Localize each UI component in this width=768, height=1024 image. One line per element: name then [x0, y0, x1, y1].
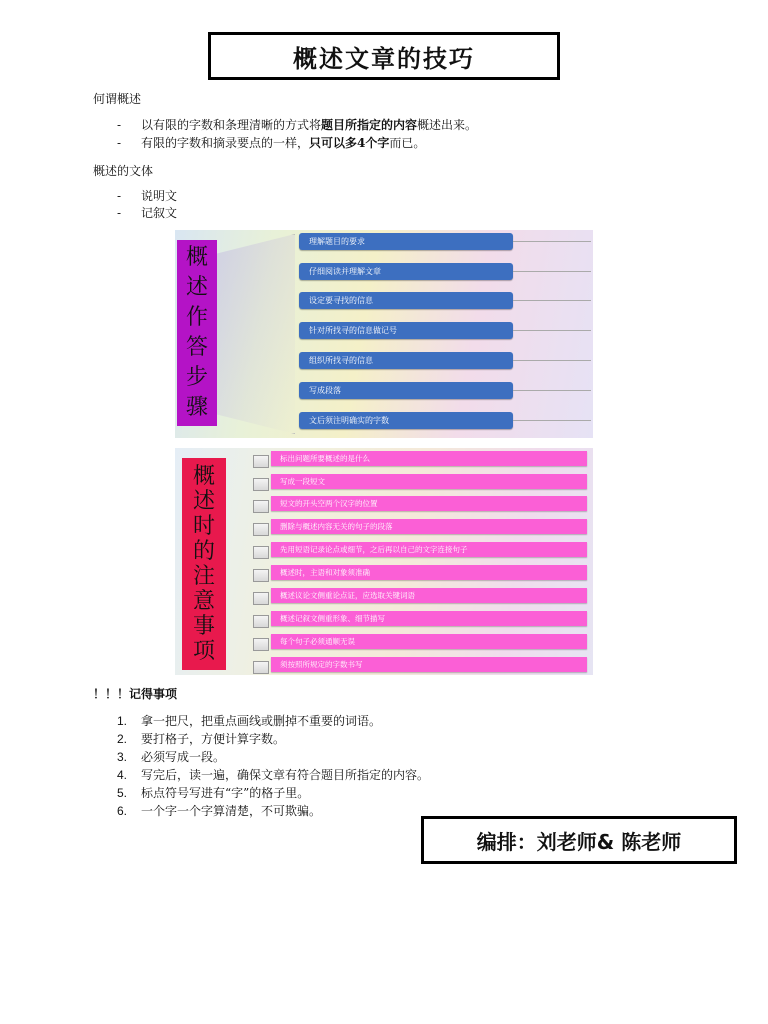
bullet-text: 记叙文: [141, 206, 178, 220]
bullet-definition-1: [117, 116, 477, 133]
step-tab: [253, 500, 269, 513]
list-text: 标点符号写进有“字”的格子里。: [141, 786, 310, 800]
notes-step: 标出问题所要概述的是什么: [271, 451, 587, 466]
step-line: [513, 271, 591, 272]
list-item: [117, 802, 429, 820]
title-char: 意: [192, 589, 215, 614]
list-number: 5.: [117, 786, 128, 800]
notes-step: 写成一段短文: [271, 474, 587, 489]
step-line: [513, 360, 591, 361]
section-heading-genre: 概述的文体: [93, 164, 154, 178]
title-char: 作: [185, 305, 208, 330]
bullet-bold-text: 题目所指定的内容: [321, 118, 418, 132]
bullet-genre-1: [117, 187, 177, 204]
section-heading-definition: 何谓概述: [93, 92, 142, 106]
list-item: [117, 784, 429, 802]
summary-notes-diagram: [175, 448, 593, 675]
list-number: 6.: [117, 804, 128, 818]
step-tab: [253, 592, 269, 605]
list-number: 3.: [117, 750, 128, 764]
step-tab: [253, 478, 269, 491]
bullet-text: 而已。: [389, 136, 426, 150]
reminders-heading: ！！！记得事项: [93, 687, 178, 701]
bullet-text: 说明文: [141, 189, 178, 203]
answer-steps-title: [177, 240, 217, 426]
title-char: 概: [192, 464, 215, 489]
bullet-dash: -: [117, 189, 122, 203]
notes-step: 先用短语记录论点或细节，之后再以自己的文字连接句子: [271, 542, 587, 557]
step-tab: [253, 523, 269, 536]
answer-step: 文后须注明确实的字数: [299, 412, 513, 429]
title-char: 述: [192, 489, 215, 514]
bullet-text: 以有限的字数和条理清晰的方式将: [141, 118, 322, 132]
list-number: 4.: [117, 768, 128, 782]
step-line: [513, 420, 591, 421]
list-text: 写完后，读一遍，确保文章有符合题目所指定的内容。: [141, 768, 430, 782]
list-item: [117, 766, 429, 784]
reminders-list: [117, 712, 429, 820]
title-char: 步: [185, 365, 208, 390]
summary-notes-title: [182, 458, 226, 670]
list-text: 要打格子，方便计算字数。: [141, 732, 286, 746]
step-tab: [253, 615, 269, 628]
step-tab: [253, 661, 269, 674]
step-tab: [253, 455, 269, 468]
title-char: 述: [185, 275, 208, 300]
title-char: 答: [185, 335, 208, 360]
title-char: 注: [192, 564, 215, 589]
step-line: [513, 390, 591, 391]
answer-step: 针对所找寻的信息做记号: [299, 322, 513, 339]
bullet-text: 概述出来。: [417, 118, 478, 132]
list-number: 1.: [117, 714, 128, 728]
answer-steps-diagram: [175, 230, 593, 438]
step-tab: [253, 569, 269, 582]
step-tab: [253, 546, 269, 559]
bullet-text: 有限的字数和摘录要点的一样，: [141, 136, 310, 150]
list-text: 一个字一个字算清楚，不可欺骗。: [141, 804, 322, 818]
notes-step: 须按照所规定的字数书写: [271, 657, 587, 672]
bullet-dash: -: [117, 136, 122, 150]
answer-step: 设定要寻找的信息: [299, 292, 513, 309]
notes-step: 概述时，主语和对象须准确: [271, 565, 587, 580]
step-tab: [253, 638, 269, 651]
list-item: [117, 730, 429, 748]
bullet-definition-2: [117, 134, 425, 151]
list-text: 必须写成一段。: [141, 750, 226, 764]
editor-credit: 编排：刘老师& 陈老师: [421, 816, 737, 864]
notes-step: 删除与概述内容无关的句子的段落: [271, 519, 587, 534]
title-char: 项: [192, 639, 215, 664]
list-item: [117, 712, 429, 730]
bullet-genre-2: [117, 204, 177, 221]
step-line: [513, 241, 591, 242]
diagram-bracket: [215, 234, 295, 434]
step-line: [513, 330, 591, 331]
page-title: 概述文章的技巧: [208, 32, 560, 80]
notes-step: 概述议论文侧重论点证，应选取关键词语: [271, 588, 587, 603]
list-item: [117, 748, 429, 766]
list-number: 2.: [117, 732, 128, 746]
title-char: 的: [192, 539, 215, 564]
notes-step: 概述记叙文侧重形象、细节描写: [271, 611, 587, 626]
title-char: 概: [185, 245, 208, 270]
list-text: 拿一把尺，把重点画线或删掉不重要的词语。: [141, 714, 382, 728]
title-char: 骤: [185, 395, 208, 420]
step-line: [513, 300, 591, 301]
bullet-dash: -: [117, 206, 122, 220]
answer-step: 仔细阅读并理解文章: [299, 263, 513, 280]
answer-step: 理解题目的要求: [299, 233, 513, 250]
notes-step: 每个句子必须通顺无误: [271, 634, 587, 649]
bullet-bold-text: 只可以多4个字: [309, 136, 390, 150]
notes-step: 短文的开头空两个汉字的位置: [271, 496, 587, 511]
title-char: 时: [192, 514, 215, 539]
answer-step: 写成段落: [299, 382, 513, 399]
title-char: 事: [192, 614, 215, 639]
answer-step: 组织所找寻的信息: [299, 352, 513, 369]
bullet-dash: -: [117, 118, 122, 132]
